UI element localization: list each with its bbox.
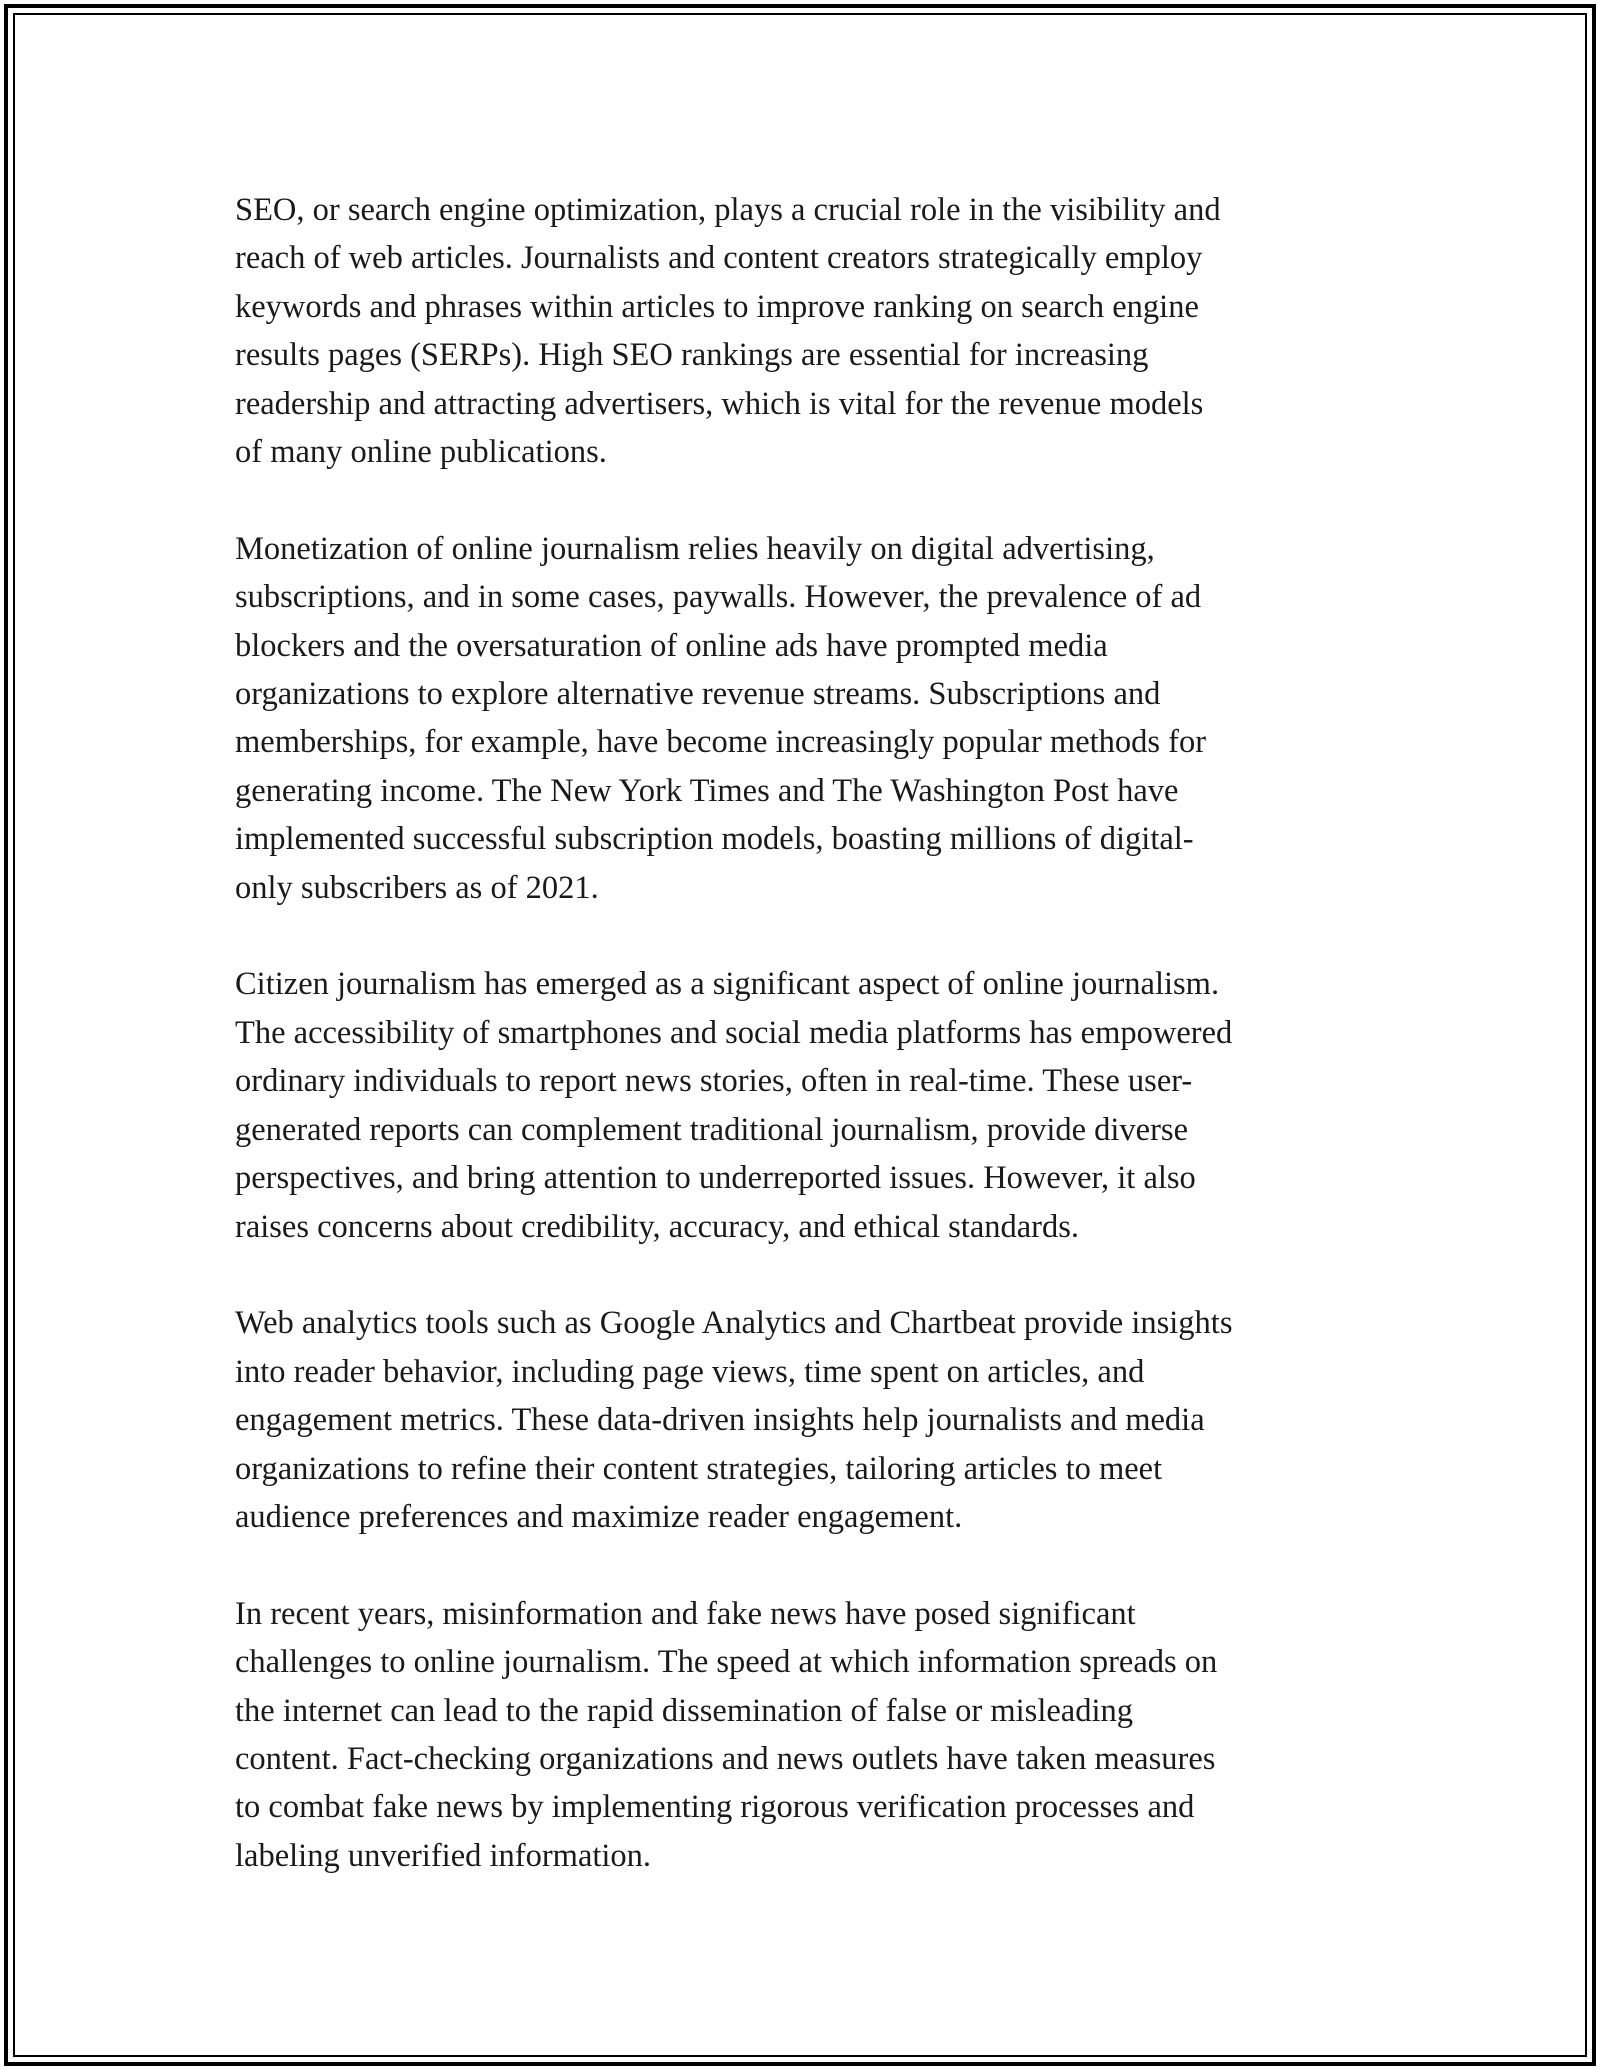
text-line: readership and attracting advertisers, which is vital for the revenue models [235, 385, 1204, 422]
text-line: subscriptions, and in some cases, paywalls. However, the prevalence of ad [235, 579, 1202, 616]
text-line: generated reports can complement traditional journalism, provide diverse [235, 1111, 1189, 1148]
text-line: Web analytics tools such as Google Analytics and Chartbeat provide insights [235, 1305, 1233, 1342]
text-line: challenges to online journalism. The speed at which information spreads on [235, 1644, 1218, 1681]
text-line: results pages (SERPs). High SEO rankings are essential for increasing [235, 337, 1149, 374]
text-line: In recent years, misinformation and fake news have posed significant [235, 1595, 1136, 1632]
text-line: implemented successful subscription models, boasting millions of digital- [235, 821, 1194, 858]
text-line: Monetization of online journalism relies heavily on digital advertising, [235, 530, 1155, 567]
text-line: generating income. The New York Times and The Washington Post have [235, 772, 1179, 809]
text-line: organizations to explore alternative revenue streams. Subscriptions and [235, 676, 1161, 713]
text-line: organizations to refine their content strategies, tailoring articles to meet [235, 1450, 1163, 1487]
text-line: labeling unverified information. [235, 1837, 652, 1874]
paragraph-misinformation [235, 1590, 1385, 1880]
text-line: ordinary individuals to report news stories, often in real-time. These user- [235, 1063, 1193, 1100]
text-line: to combat fake news by implementing rigorous verification processes and [235, 1789, 1195, 1826]
paragraph-seo [235, 186, 1385, 476]
text-line: Citizen journalism has emerged as a significant aspect of online journalism. [235, 966, 1220, 1003]
text-line: content. Fact-checking organizations and news outlets have taken measures [235, 1740, 1216, 1777]
paragraph-citizen-journalism [235, 960, 1385, 1250]
text-line: of many online publications. [235, 434, 607, 471]
text-line: the internet can lead to the rapid dissemination of false or misleading [235, 1692, 1133, 1729]
text-line: reach of web articles. Journalists and content creators strategically employ [235, 240, 1203, 277]
text-line: raises concerns about credibility, accuracy, and ethical standards. [235, 1208, 1080, 1245]
text-line: keywords and phrases within articles to improve ranking on search engine [235, 288, 1199, 325]
paragraph-monetization [235, 525, 1385, 912]
text-line: only subscribers as of 2021. [235, 869, 599, 906]
text-line: audience preferences and maximize reader engagement. [235, 1498, 963, 1535]
text-line: The accessibility of smartphones and social media platforms has empowered [235, 1014, 1233, 1051]
text-line: engagement metrics. These data-driven insights help journalists and media [235, 1402, 1205, 1439]
text-line: perspectives, and bring attention to underreported issues. However, it also [235, 1160, 1196, 1197]
text-line: into reader behavior, including page views, time spent on articles, and [235, 1353, 1145, 1390]
text-line: SEO, or search engine optimization, plays a crucial role in the visibility and [235, 192, 1221, 228]
text-line: blockers and the oversaturation of online ads have prompted media [235, 627, 1108, 664]
paragraph-web-analytics [235, 1299, 1385, 1541]
text-line: memberships, for example, have become increasingly popular methods for [235, 724, 1207, 761]
document-body [235, 186, 1385, 1929]
